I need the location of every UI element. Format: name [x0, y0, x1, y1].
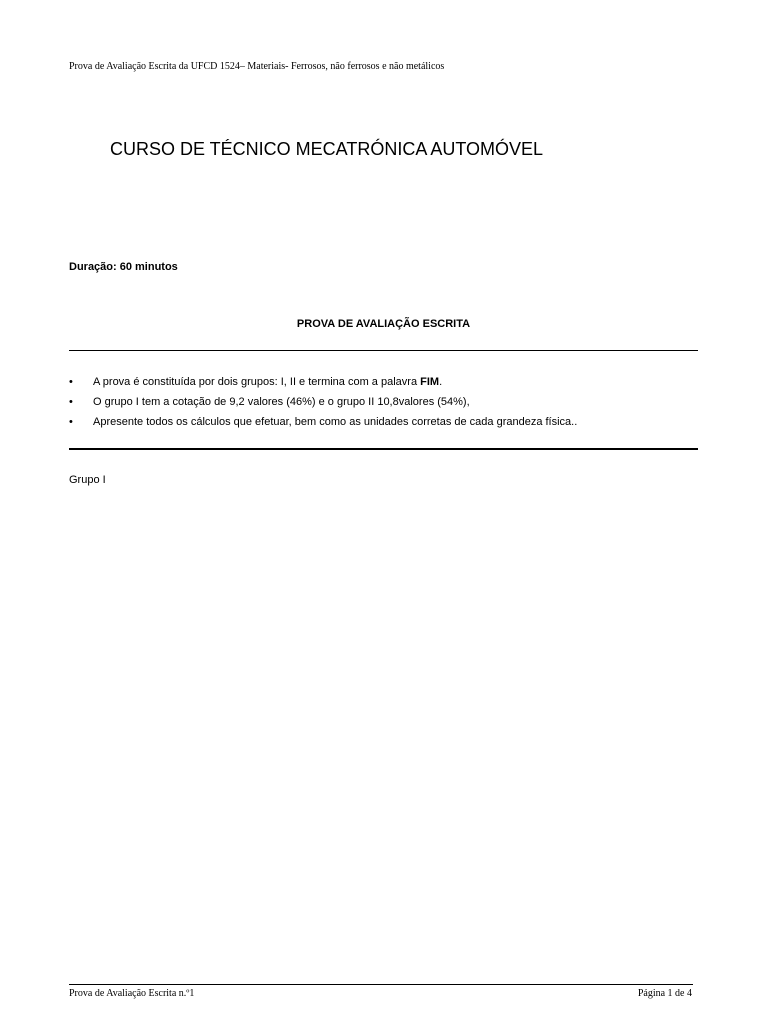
bullet-icon: •	[69, 376, 73, 388]
course-title: CURSO DE TÉCNICO MECATRÓNICA AUTOMÓVEL	[110, 139, 544, 159]
instruction-item	[69, 375, 577, 395]
instruction-item	[69, 395, 577, 415]
instruction-bold-text: FIM	[420, 376, 440, 388]
instruction-text: A prova é constituída por dois grupos: I, II e termina com a palavra	[93, 376, 421, 388]
instruction-item	[69, 415, 577, 435]
instructions-list	[69, 375, 577, 435]
instruction-text: O grupo I tem a cotação de 9,2 valores (46%) e o grupo II 10,8valores (54%),	[93, 396, 470, 408]
bullet-icon: •	[69, 416, 73, 428]
bottom-divider	[69, 448, 698, 450]
instruction-tail: .	[439, 376, 443, 388]
top-divider	[69, 350, 698, 351]
page-header: Prova de Avaliação Escrita da UFCD 1524– Materiais- Ferrosos, não ferrosos e não metálicos	[69, 61, 445, 72]
footer-divider	[69, 984, 693, 985]
exam-title: PROVA DE AVALIAÇÃO ESCRITA	[296, 318, 471, 330]
group-label: Grupo I	[69, 474, 106, 486]
footer-page-number: Página 1 de 4	[637, 988, 692, 999]
footer-exam-number: Prova de Avaliação Escrita n.º1	[69, 988, 195, 999]
bullet-icon: •	[69, 396, 73, 408]
instruction-text: Apresente todos os cálculos que efetuar, bem como as unidades corretas de cada grandeza física..	[93, 416, 578, 428]
exam-duration: Duração: 60 minutos	[69, 261, 178, 273]
